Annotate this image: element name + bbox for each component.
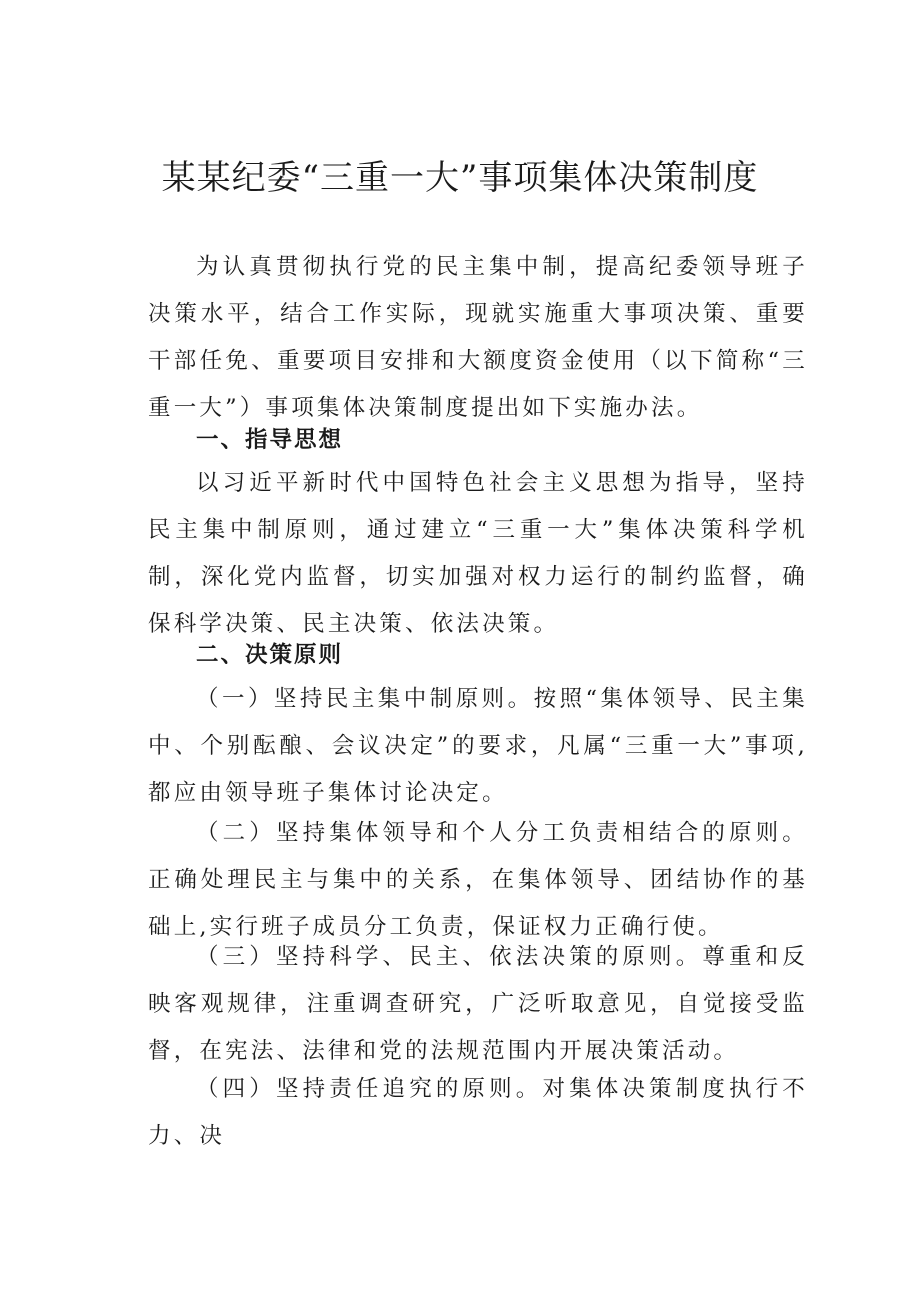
section-heading-guiding-thought: 一、指导思想 bbox=[196, 427, 344, 453]
paragraph-principle-3: （三）坚持科学、民主、依法决策的原则。尊重和反映客观规律，注重调查研究，广泛听取意见，自觉接受监督，在宪法、法律和党的法规范围内开展决策活动。 bbox=[148, 944, 808, 1064]
intro-paragraph: 为认真贯彻执行党的民主集中制，提高纪委领导班子决策水平，结合工作实际，现就实施重大事项决策、重要干部任免、重要项目安排和大额度资金使用（以下简称“三重一大”）事项集体决策制度提出如下实施办法。 bbox=[148, 254, 808, 421]
section-heading-decision-principles: 二、决策原则 bbox=[196, 642, 344, 668]
document-title: 某某纪委“三重一大”事项集体决策制度 bbox=[161, 158, 759, 198]
paragraph-principle-2: （二）坚持集体领导和个人分工负责相结合的原则。正确处理民主与集中的关系，在集体领导、团结协作的基础上,实行班子成员分工负责，保证权力正确行使。 bbox=[148, 820, 808, 940]
paragraph-guiding-thought: 以习近平新时代中国特色社会主义思想为指导，坚持民主集中制原则，通过建立“三重一大”集体决策科学机制，深化党内监督，切实加强对权力运行的制约监督，确保科学决策、民主决策、依法决策。 bbox=[148, 470, 808, 637]
paragraph-principle-1: （一）坚持民主集中制原则。按照“集体领导、民主集中、个别酝酿、会议决定”的要求，凡属“三重一大”事项,都应由领导班子集体讨论决定。 bbox=[148, 686, 808, 806]
paragraph-principle-4: （四）坚持责任追究的原则。对集体决策制度执行不力、决 bbox=[148, 1076, 808, 1149]
